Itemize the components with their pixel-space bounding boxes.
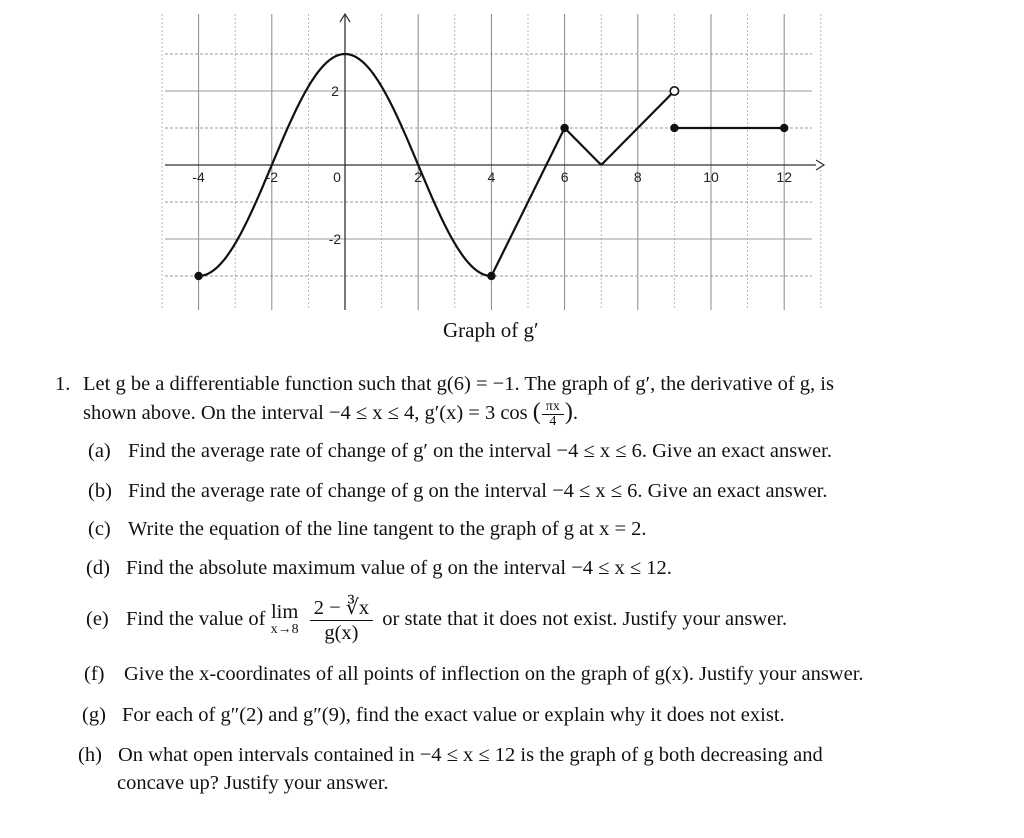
x-tick-label: 6 xyxy=(560,169,569,185)
x-tick-label: -4 xyxy=(192,169,205,185)
axes xyxy=(165,14,824,310)
part-label: (d) xyxy=(86,557,110,579)
part-label: (e) xyxy=(86,608,109,631)
part-label: (g) xyxy=(82,704,106,726)
part-text: For each of g″(2) and g″(9), find the exact value or explain why it does not exist. xyxy=(122,704,785,726)
x-tick-label: 4 xyxy=(487,169,496,185)
part-label: (f) xyxy=(84,663,105,685)
part-e xyxy=(86,596,787,645)
frac-den: g(x) xyxy=(324,622,359,644)
intro-line-2: shown above. On the interval −4 ≤ x ≤ 4, g′(x) = 3 cos xyxy=(83,402,528,424)
part-text: Find the absolute maximum value of g on the interval −4 ≤ x ≤ 12. xyxy=(126,557,672,579)
intro-line-1: Let g be a differentiable function such that g(6) = −1. The graph of g′, the derivative of g, is xyxy=(83,373,834,395)
closed-point xyxy=(560,124,568,132)
part-g xyxy=(82,701,785,729)
part-label: (c) xyxy=(88,518,111,540)
limit-fraction xyxy=(310,596,373,645)
open-point xyxy=(670,87,678,95)
lim-word: lim xyxy=(270,600,299,623)
part-label: (h) xyxy=(78,744,102,766)
frac-num: 2 − ∛x xyxy=(310,596,373,621)
x-tick-label: 0 xyxy=(333,169,341,185)
part-label: (b) xyxy=(88,480,112,502)
graph-caption: Graph of g′ xyxy=(443,318,539,342)
x-axis-arrow xyxy=(816,160,824,170)
graph-of-g-prime xyxy=(0,0,1024,345)
limit xyxy=(270,600,299,639)
y-tick-label: 2 xyxy=(331,83,339,99)
part-c xyxy=(88,515,647,543)
closed-point xyxy=(780,124,788,132)
part-text: Find the average rate of change of g′ on the interval −4 ≤ x ≤ 6. Give an exact answer. xyxy=(128,440,832,462)
part-h-continuation: concave up? Justify your answer. xyxy=(117,772,389,794)
part-text: On what open intervals contained in −4 ≤ x ≤ 12 is the graph of g both decreasing and xyxy=(118,744,823,766)
y-tick-label: -2 xyxy=(328,231,342,247)
x-tick-label: -2 xyxy=(265,169,279,185)
x-tick-label: 12 xyxy=(776,169,792,185)
cos-arg-den: 4 xyxy=(549,413,557,429)
part-h xyxy=(78,741,823,769)
part-text: Write the equation of the line tangent to the graph of g at x = 2. xyxy=(128,518,647,540)
part-b xyxy=(88,477,828,505)
lim-sub: x→8 xyxy=(270,621,299,637)
closed-point xyxy=(194,272,202,280)
part-pre: Find the value of xyxy=(126,608,266,631)
intro-line-2-end: . xyxy=(572,402,578,424)
x-tick-label: 8 xyxy=(633,169,642,185)
part-label: (a) xyxy=(88,440,111,462)
x-tick-label: 10 xyxy=(703,169,719,185)
series-line xyxy=(565,128,602,165)
problem-number: 1. xyxy=(55,373,71,395)
part-text: Give the x-coordinates of all points of inflection on the graph of g(x). Justify your answer. xyxy=(124,663,864,685)
part-post: or state that it does not exist. Justify your answer. xyxy=(382,608,788,631)
x-tick-label: 2 xyxy=(414,169,423,185)
part-d xyxy=(86,554,672,582)
closed-point xyxy=(670,124,678,132)
closed-point xyxy=(487,272,495,280)
cos-arg-num: πx xyxy=(542,400,564,415)
grid xyxy=(162,14,821,310)
part-f xyxy=(84,660,864,688)
part-text: Find the average rate of change of g on the interval −4 ≤ x ≤ 6. Give an exact answer. xyxy=(128,480,828,502)
part-a xyxy=(88,437,832,465)
problem-intro: 1. Let g be a differentiable function such that g(6) = −1. The graph of g′, the derivative of g, is shown above. On the interval −4 ≤ x ≤ 4, g′(x) = 3 cos ( $\frac{\pi x}{4}$ ). xyxy=(55,370,995,429)
